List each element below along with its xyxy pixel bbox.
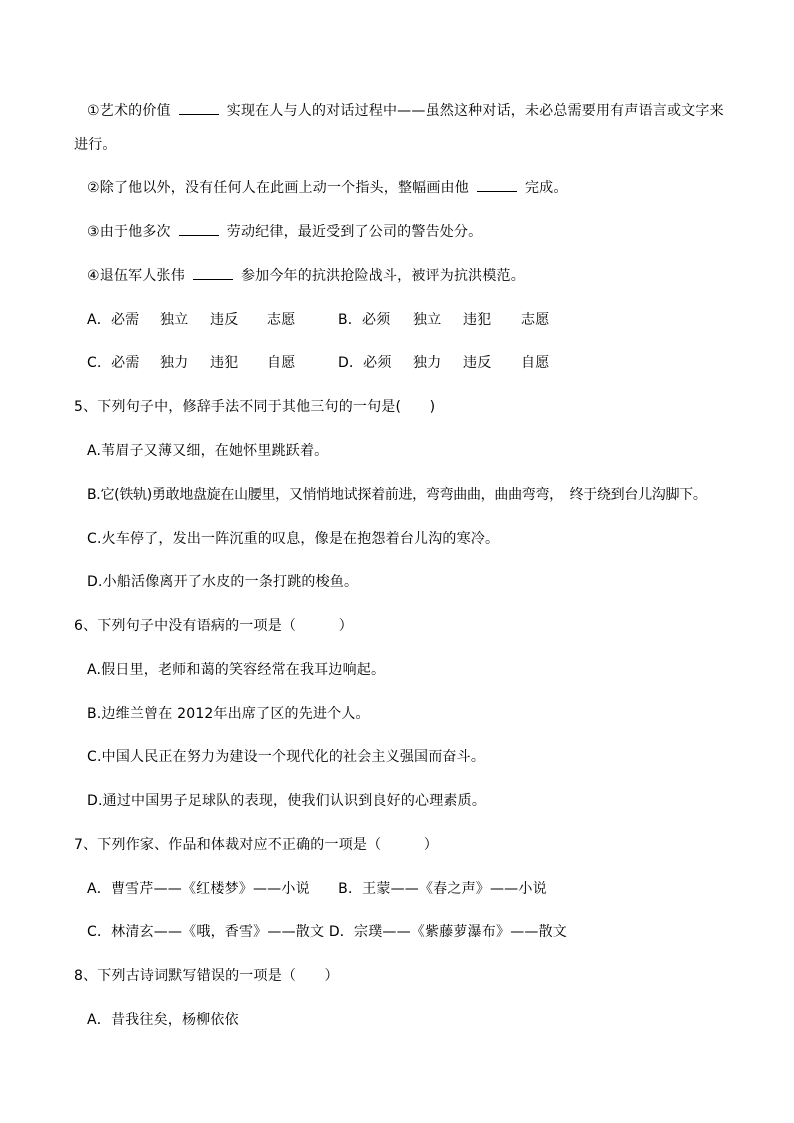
q6-option-b: B.边维兰曾在 2012年出席了区的先进个人。 [87, 706, 370, 722]
option-b-word4: 志愿 [521, 312, 550, 328]
q4-s4-part1: ④退伍军人张伟 [87, 268, 185, 284]
option-c-word2: 独力 [160, 355, 189, 371]
q5-option-a: A.苇眉子又薄又细，在她怀里跳跃着。 [87, 443, 329, 459]
q4-s4-part2: 参加今年的抗洪抢险战斗，被评为抗洪模范。 [240, 268, 525, 284]
option-d-word1: D．必须 [338, 355, 392, 371]
q4-sentence-1 [87, 101, 724, 121]
fill-blank [477, 178, 517, 192]
option-a-word4: 志愿 [267, 312, 296, 328]
q7-options-cd: C．林清玄——《哦，香雪》——散文 D．宗璞——《紫藤萝瀑布》——散文 [87, 924, 568, 940]
option-d-word4: 自愿 [521, 355, 550, 371]
q6-stem: 6、下列句子中没有语病的一项是（ ） [74, 618, 353, 634]
q4-sentence-2 [87, 178, 568, 198]
q8-stem: 8、下列古诗词默写错误的一项是（ ） [74, 968, 339, 984]
q5-stem: 5、下列句子中，修辞手法不同于其他三句的一句是( ) [74, 399, 436, 415]
q4-sentence-1-cont: 进行。 [74, 137, 117, 153]
option-c-word3: 违犯 [210, 355, 239, 371]
option-b-word1: B．必须 [338, 312, 391, 328]
fill-blank [179, 222, 219, 236]
fill-blank [193, 266, 233, 280]
q5-option-c: C.火车停了，发出一阵沉重的叹息，像是在抱怨着台儿沟的寒冷。 [87, 531, 500, 547]
option-a-word2: 独立 [160, 312, 189, 328]
q4-s3-part2: 劳动纪律，最近受到了公司的警告处分。 [226, 224, 483, 240]
option-d-word2: 独力 [413, 355, 442, 371]
q4-s2-part1: ②除了他以外，没有任何人在此画上动一个指头，整幅画由他 [87, 180, 469, 196]
option-c-word1: C．必需 [87, 355, 140, 371]
q6-option-d: D.通过中国男子足球队的表现，使我们认识到良好的心理素质。 [87, 793, 487, 809]
q5-option-d: D.小船活像离开了水皮的一条打跳的梭鱼。 [87, 574, 359, 590]
q6-option-a: A.假日里，老师和蔼的笑容经常在我耳边响起。 [87, 662, 386, 678]
q4-s1-part2: 实现在人与人的对话过程中——虽然这种对话，未必总需要用有声语言或文字来 [226, 103, 724, 119]
q4-s1-part1: ①艺术的价值 [87, 103, 171, 119]
q4-s3-part1: ③由于他多次 [87, 224, 171, 240]
option-b-word3: 违犯 [463, 312, 492, 328]
q4-sentence-4 [87, 266, 525, 286]
q4-s2-part2: 完成。 [524, 180, 568, 196]
q4-sentence-3 [87, 222, 482, 242]
q7-stem: 7、下列作家、作品和体裁对应不正确的一项是（ ） [74, 837, 439, 853]
q8-option-a: A．昔我往矣，杨柳依依 [87, 1012, 239, 1028]
fill-blank [179, 101, 219, 115]
option-b-word2: 独立 [413, 312, 442, 328]
option-d-word3: 违反 [463, 355, 492, 371]
q5-option-b: B.它(铁轨)勇敢地盘旋在山腰里，又悄悄地试探着前进，弯弯曲曲，曲曲弯弯， 终于绕到台儿沟脚下。 [87, 487, 707, 503]
option-a-word1: A．必需 [87, 312, 140, 328]
option-a-word3: 违反 [210, 312, 239, 328]
option-c-word4: 自愿 [267, 355, 296, 371]
q6-option-c: C.中国人民正在努力为建设一个现代化的社会主义强国而奋斗。 [87, 749, 486, 765]
q7-options-ab: A．曹雪芹——《红楼梦》——小说 B．王蒙——《春之声》——小说 [87, 881, 547, 897]
